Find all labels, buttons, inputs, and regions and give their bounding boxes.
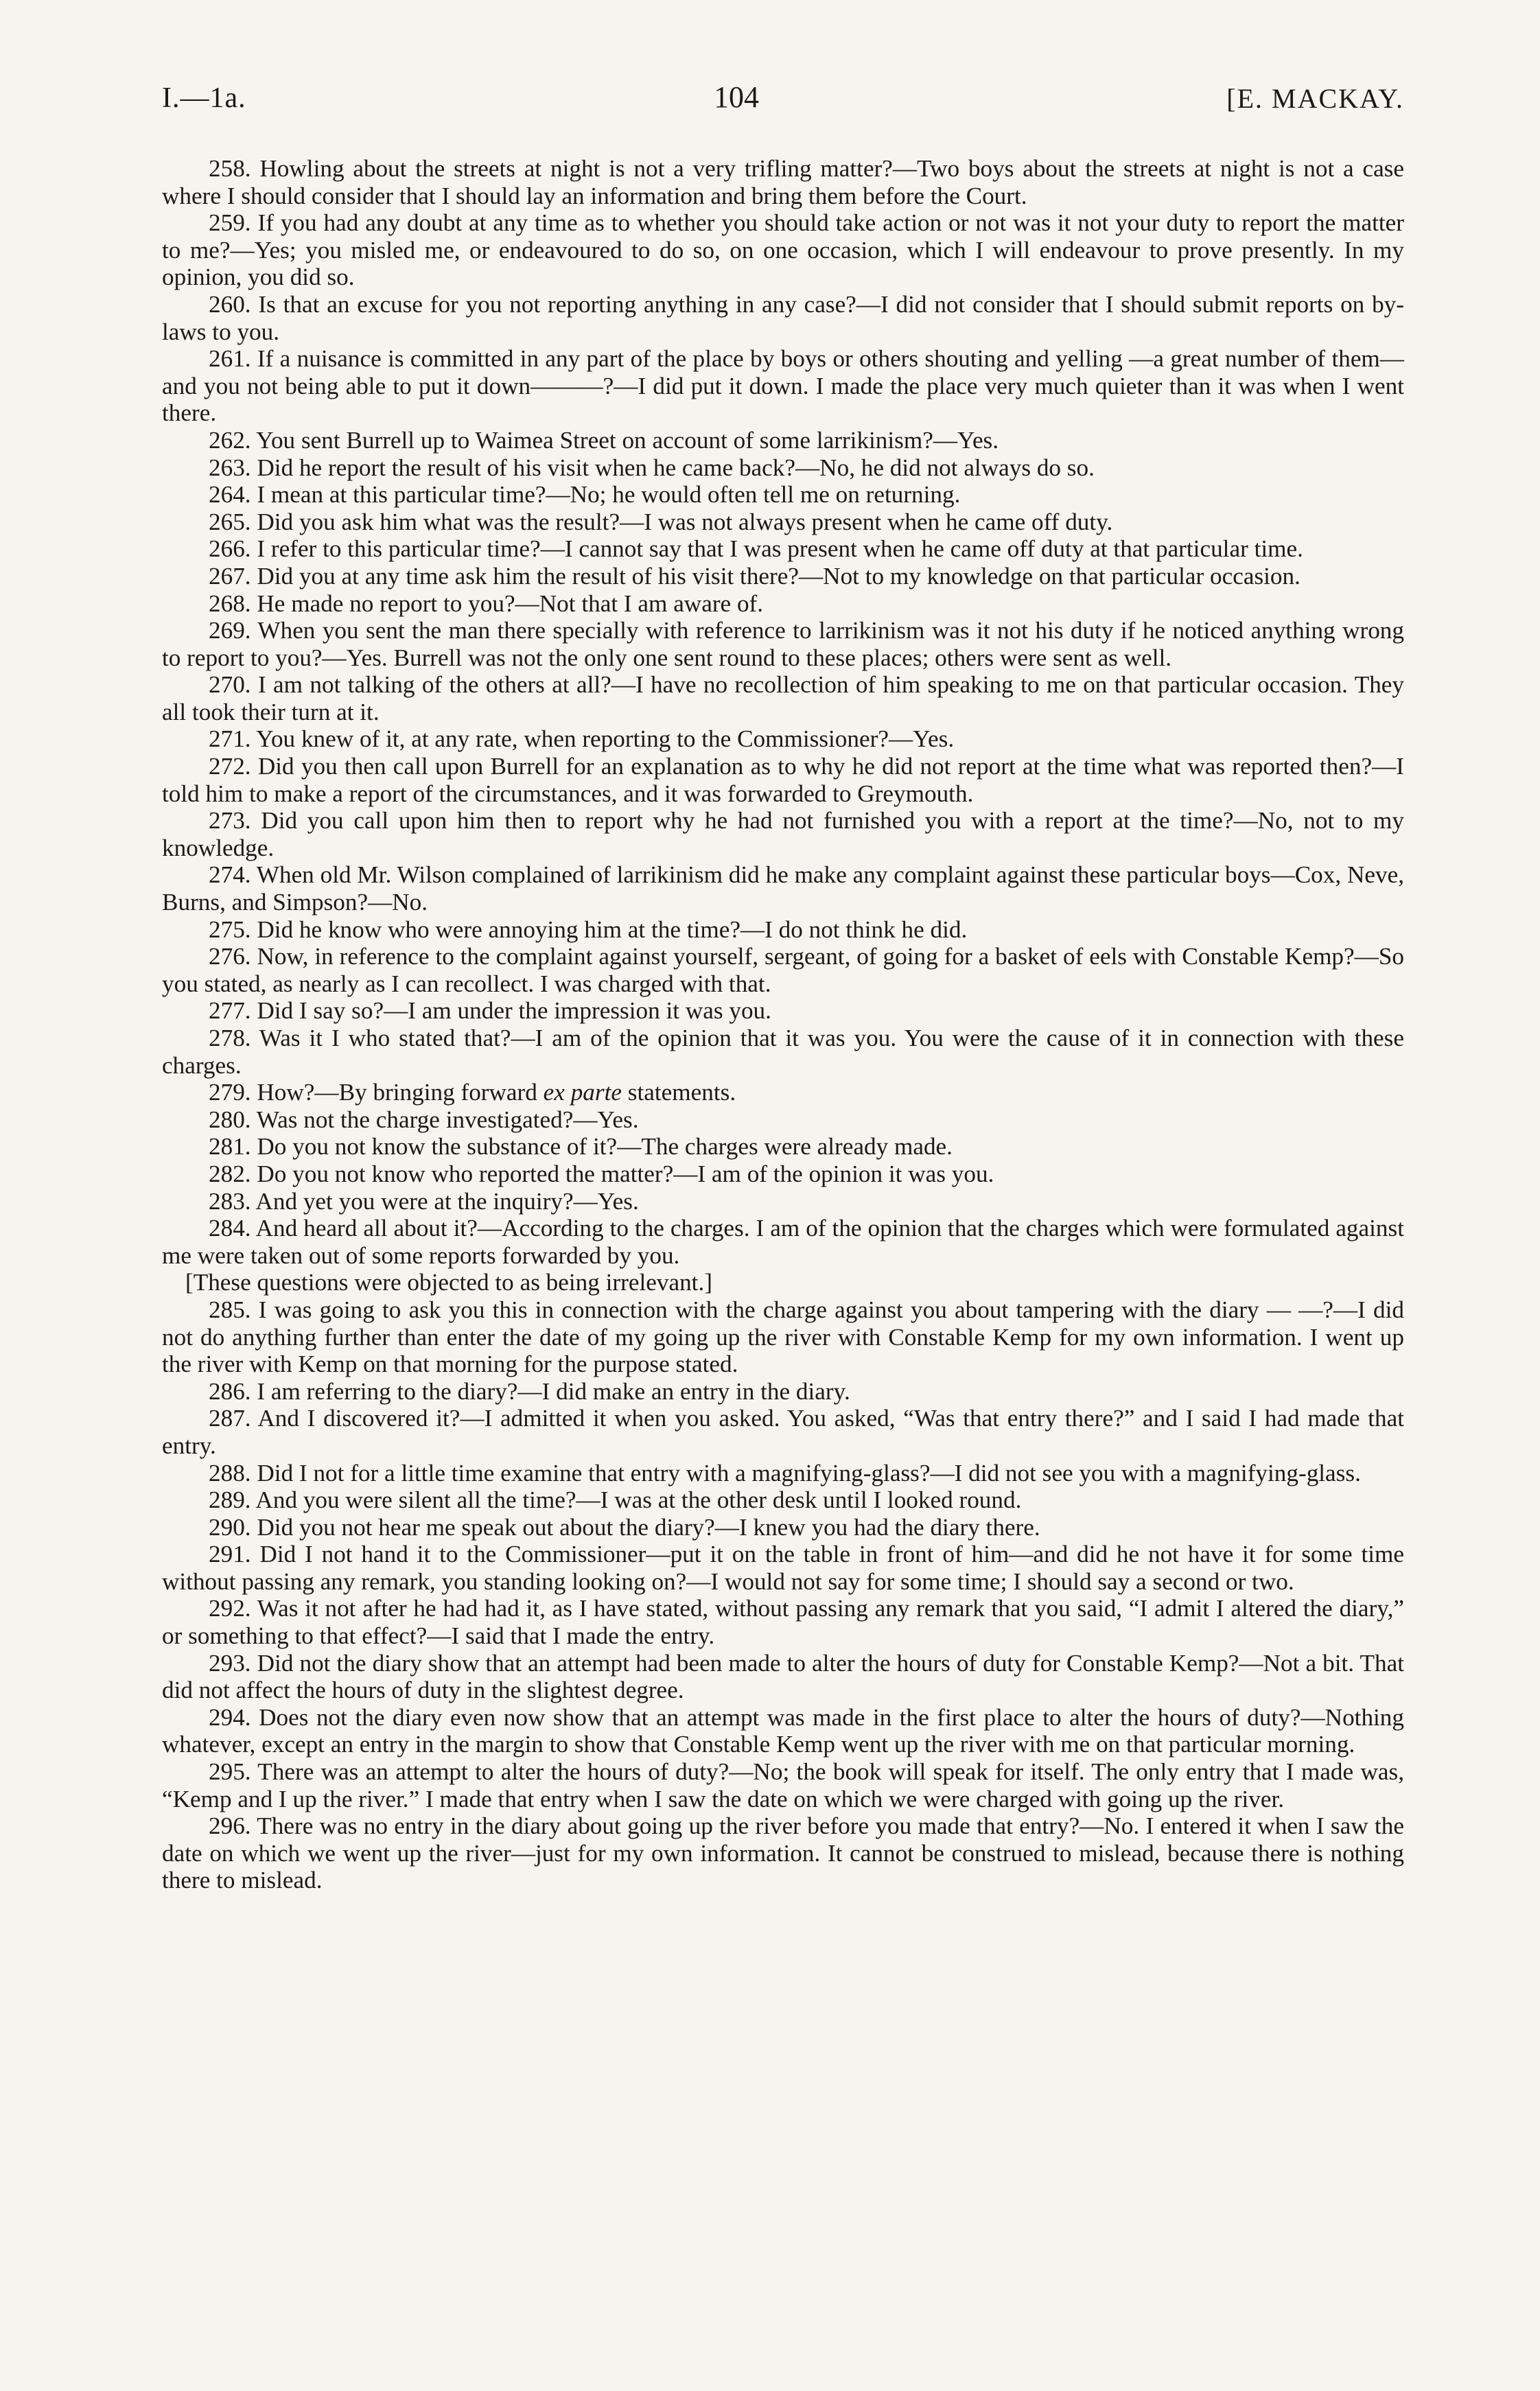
testimony-paragraph: 260. Is that an excuse for you not reporting anything in any case?—I did not consider that I should submit reports on by-laws to you. <box>162 290 1404 345</box>
testimony-paragraph: 281. Do you not know the substance of it?—The charges were already made. <box>209 1133 953 1160</box>
testimony-paragraph: 274. When old Mr. Wilson complained of larrikinism did he make any complaint against these particular boys—Cox, Neve, Burns, and Simpson?—No. <box>162 861 1404 916</box>
testimony-paragraph: 285. I was going to ask you this in connection with the charge against you about tampering with the diary — —?—I did not do anything further than enter the date of my going up the river with Constable Kemp for my own information. I went up the river with Kemp on that morning for the purpose stated. <box>162 1296 1404 1378</box>
witness-name: [E. MACKAY. <box>1226 83 1404 114</box>
testimony-paragraph: 286. I am referring to the diary?—I did make an entry in the diary. <box>209 1377 850 1405</box>
testimony-paragraph: 287. And I discovered it?—I admitted it when you asked. You asked, “Was that entry there?” and I said I had made that entry. <box>162 1405 1404 1459</box>
testimony-paragraph: 293. Did not the diary show that an attempt had been made to alter the hours of duty for Constable Kemp?—Not a bit. That did not affect the hours of duty in the slightest degree. <box>162 1649 1404 1704</box>
testimony-paragraph: 259. If you had any doubt at any time as to whether you should take action or not was it not your duty to report the matter to me?—Yes; you misled me, or endeavoured to do so, on one occasion, which I will endeavour to prove presently. In my opinion, you did so. <box>162 209 1404 291</box>
testimony-paragraph: 275. Did he know who were annoying him at the time?—I do not think he did. <box>209 915 968 943</box>
testimony-paragraph: 261. If a nuisance is committed in any part of the place by boys or others shouting and yelling —a great number of them—and you not being able to put it down———?—I did put it down. I made the place very much quieter than it was when I went there. <box>162 345 1404 427</box>
testimony-paragraph: 264. I mean at this particular time?—No; he would often tell me on returning. <box>209 481 961 509</box>
testimony-paragraph: 267. Did you at any time ask him the result of his visit there?—Not to my knowledge on that particular occasion. <box>209 562 1300 590</box>
testimony-paragraph: 283. And yet you were at the inquiry?—Yes. <box>209 1187 639 1215</box>
testimony-paragraph: 288. Did I not for a little time examine that entry with a magnifying-glass?—I did not see you with a magnifying-glass. <box>209 1459 1361 1486</box>
testimony-paragraph: 266. I refer to this particular time?—I cannot say that I was present when he came off duty at that particular time. <box>209 535 1303 563</box>
testimony-paragraph: 291. Did I not hand it to the Commissioner—put it on the table in front of him—and did he not have it for some time without passing any remark, you standing looking on?—I would not say for some time; I should say a second or two. <box>162 1541 1404 1595</box>
testimony-paragraph: 296. There was no entry in the diary about going up the river before you made that entry?—No. I entered it when I saw the date on which we went up the river—just for my own information. It cannot be construed to mislead, because there is nothing there to mislead. <box>162 1812 1404 1894</box>
testimony-paragraph: 262. You sent Burrell up to Waimea Street on account of some larrikinism?—Yes. <box>209 426 999 454</box>
testimony-paragraph: 263. Did he report the result of his visit when he came back?—No, he did not always do so. <box>209 454 1095 481</box>
testimony-paragraph: 282. Do you not know who reported the matter?—I am of the opinion it was you. <box>209 1160 994 1187</box>
testimony-paragraph: 277. Did I say so?—I am under the impression it was you. <box>209 997 771 1025</box>
testimony-paragraph: 284. And heard all about it?—According to the charges. I am of the opinion that the charges which were formulated against me were taken out of some reports forwarded by you. <box>162 1215 1404 1269</box>
testimony-body <box>162 155 1404 1894</box>
testimony-paragraph: 279. How?—By bringing forward ex parte statements. <box>209 1079 736 1106</box>
testimony-paragraph: 271. You knew of it, at any rate, when reporting to the Commissioner?—Yes. <box>209 725 955 753</box>
testimony-paragraph: 276. Now, in reference to the complaint against yourself, sergeant, of going for a basket of eels with Constable Kemp?—So you stated, as nearly as I can recollect. I was charged with that. <box>162 943 1404 997</box>
testimony-paragraph: 268. He made no report to you?—Not that I am aware of. <box>209 590 764 617</box>
testimony-paragraph: 272. Did you then call upon Burrell for an explanation as to why he did not report at the time what was reported then?—I told him to make a report of the circumstances, and it was forwarded to Greymouth. <box>162 753 1404 807</box>
testimony-paragraph: 273. Did you call upon him then to report why he had not furnished you with a report at the time?—No, not to my knowledge. <box>162 807 1404 861</box>
editorial-note: [These questions were objected to as being irrelevant.] <box>185 1269 712 1296</box>
report-code: I.—1a. <box>162 82 246 114</box>
page-number: 104 <box>713 80 759 114</box>
testimony-paragraph: 294. Does not the diary even now show that an attempt was made in the first place to alter the hours of duty?—Nothing whatever, except an entry in the margin to show that Constable Kemp went up the river with me on that particular morning. <box>162 1703 1404 1758</box>
page-header <box>162 82 1404 113</box>
testimony-paragraph: 289. And you were silent all the time?—I was at the other desk until I looked round. <box>209 1486 1022 1514</box>
testimony-paragraph: 295. There was an attempt to alter the hours of duty?—No; the book will speak for itself. The only entry that I made was, “Kemp and I up the river.” I made that entry when I saw the date on which we were charged with going up the river. <box>162 1758 1404 1812</box>
testimony-paragraph: 290. Did you not hear me speak out about the diary?—I knew you had the diary there. <box>209 1513 1040 1541</box>
testimony-paragraph: 269. When you sent the man there specially with reference to larrikinism was it not his duty if he noticed anything wrong to report to you?—Yes. Burrell was not the only one sent round to these places; others were sent as well. <box>162 617 1404 671</box>
testimony-paragraph: 278. Was it I who stated that?—I am of the opinion that it was you. You were the cause of it in connection with these charges. <box>162 1025 1404 1079</box>
testimony-paragraph: 280. Was not the charge investigated?—Yes. <box>209 1106 639 1133</box>
testimony-paragraph: 265. Did you ask him what was the result?—I was not always present when he came off duty. <box>209 508 1113 535</box>
testimony-paragraph: 292. Was it not after he had had it, as I have stated, without passing any remark that you said, “I admit I altered the diary,” or something to that effect?—I said that I made the entry. <box>162 1595 1404 1650</box>
testimony-paragraph: 270. I am not talking of the others at all?—I have no recollection of him speaking to me on that particular occasion. They all took their turn at it. <box>162 671 1404 725</box>
testimony-paragraph: 258. Howling about the streets at night is not a very trifling matter?—Two boys about the streets at night is not a case where I should consider that I should lay an information and bring them before the Court. <box>162 155 1404 209</box>
